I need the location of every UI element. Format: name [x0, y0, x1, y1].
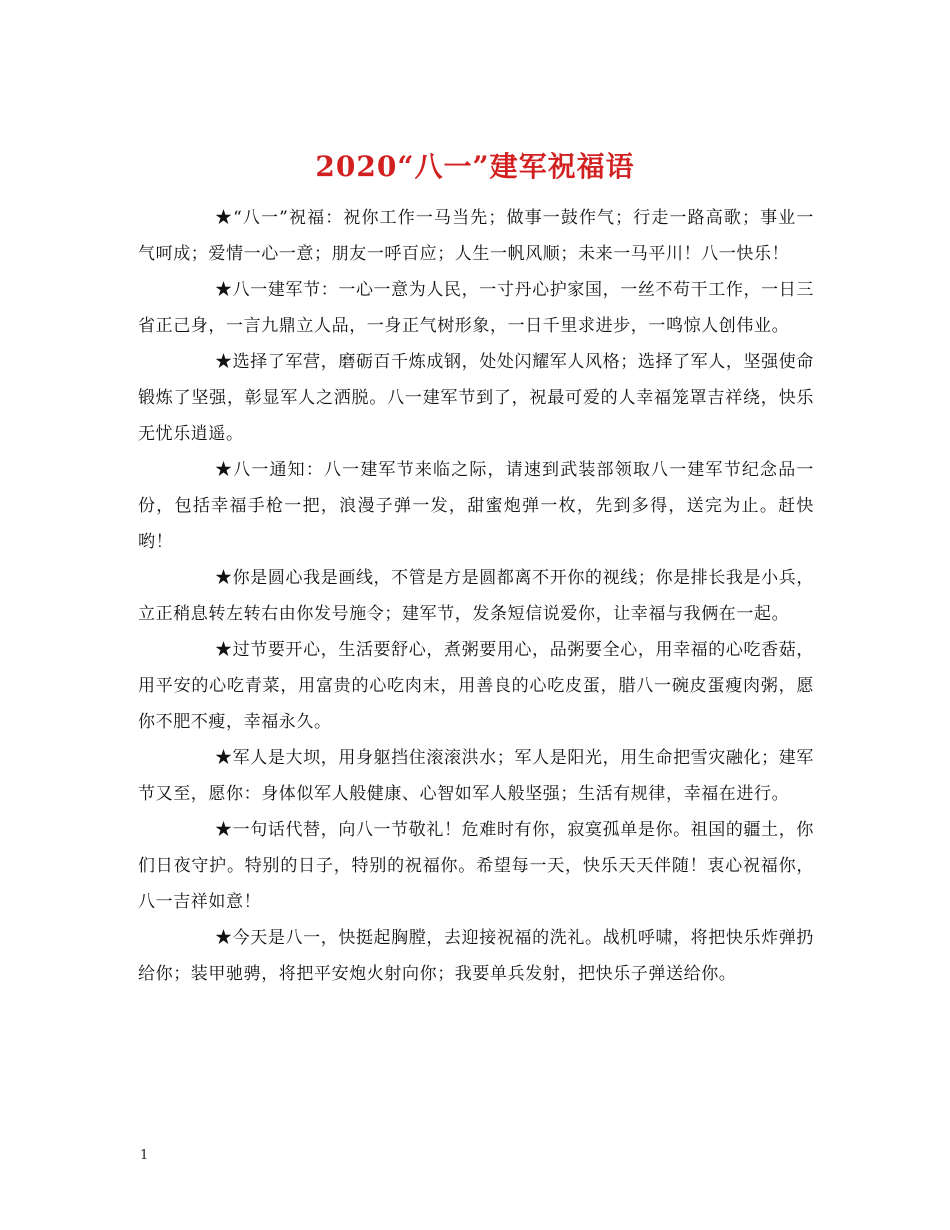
page-number: 1 [140, 1148, 149, 1163]
paragraph-2: ★八一建军节：一心一意为人民，一寸丹心护家国，一丝不苟干工作，一日三省正己身，一言九鼎立人品，一身正气树形象，一日千里求进步，一鸣惊人创伟业。 [138, 280, 814, 336]
page-title: 2020“八一”建军祝福语 [315, 149, 635, 183]
paragraph-6: ★过节要开心，生活要舒心，煮粥要用心，品粥要全心，用幸福的心吃香菇，用平安的心吃青菜，用富贵的心吃肉末，用善良的心吃皮蛋，腊八一碗皮蛋瘦肉粥，愿你不肥不瘦，幸福永久。 [138, 640, 814, 732]
paragraph-9: ★今天是八一，快挺起胸膛，去迎接祝福的洗礼。战机呼啸，将把快乐炸弹扔给你；装甲驰骋，将把平安炮火射向你；我要单兵发射，把快乐子弹送给你。 [138, 928, 814, 984]
paragraph-3: ★选择了军营，磨砺百千炼成钢，处处闪耀军人风格；选择了军人，坚强使命锻炼了坚强，彰显军人之洒脱。八一建军节到了，祝最可爱的人幸福笼罩吉祥绕，快乐无忧乐逍遥。 [138, 352, 814, 444]
paragraph-7: ★军人是大坝，用身躯挡住滚滚洪水；军人是阳光，用生命把雪灾融化；建军节又至，愿你：身体似军人般健康、心智如军人般坚强；生活有规律，幸福在进行。 [138, 748, 814, 804]
document-body [138, 200, 814, 992]
paragraph-1: ★“八一”祝福：祝你工作一马当先；做事一鼓作气；行走一路高歌；事业一气呵成；爱情一心一意；朋友一呼百应；人生一帆风顺；未来一马平川！八一快乐！ [138, 208, 814, 264]
paragraph-4: ★八一通知：八一建军节来临之际，请速到武装部领取八一建军节纪念品一份，包括幸福手枪一把，浪漫子弹一发，甜蜜炮弹一枚，先到多得，送完为止。赶快哟！ [138, 460, 814, 552]
paragraph-5: ★你是圆心我是画线，不管是方是圆都离不开你的视线；你是排长我是小兵，立正稍息转左转右由你发号施令；建军节，发条短信说爱你，让幸福与我俩在一起。 [138, 568, 814, 624]
paragraph-8: ★一句话代替，向八一节敬礼！危难时有你，寂寞孤单是你。祖国的疆土，你们日夜守护。特别的日子，特别的祝福你。希望每一天，快乐天天伴随！衷心祝福你，八一吉祥如意！ [138, 820, 814, 912]
